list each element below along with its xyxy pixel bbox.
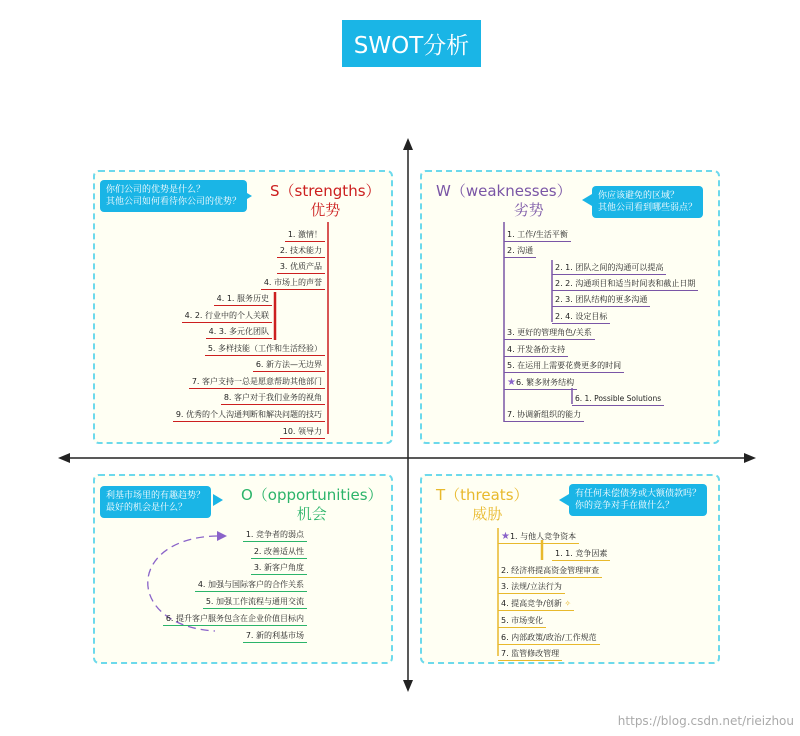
threats-heading: T（threats） 威胁 [436, 486, 529, 523]
opportunities-heading: O（opportunities） 机会 [241, 486, 383, 523]
star-icon: ★ [501, 531, 510, 542]
list-item: 4. 提高竞争/创新 ✧ [498, 598, 574, 611]
list-item: 2. 改善适从性 [251, 546, 307, 559]
lightbulb-icon: ✧ [561, 599, 572, 608]
list-item: ★1. 与他人竞争资本 [498, 531, 579, 544]
page-title: SWOT分析 [342, 20, 481, 67]
list-item: 5. 多样技能（工作和生活经验） [205, 343, 325, 356]
strengths-heading: S（strengths） 优势 [270, 182, 381, 219]
list-item: 6. 1. Possible Solutions [572, 393, 664, 406]
list-item: 2. 技术能力 [277, 245, 325, 258]
list-item: 2. 4. 设定目标 [552, 311, 610, 324]
list-item: 1. 竞争者的弱点 [243, 529, 307, 542]
threats-note: 有任何未偿债务或大额债款吗？ 你的竞争对手在做什么？ [569, 484, 707, 516]
list-item: 6. 新方法—无边界 [253, 359, 325, 372]
list-item: 5. 市场变化 [498, 615, 546, 628]
list-item: 7. 新的利基市场 [243, 630, 307, 643]
weaknesses-note: 你应该避免的区域？ 其他公司看到哪些弱点？ [592, 186, 703, 218]
list-item: 5. 在运用上需要花费更多的时间 [504, 360, 624, 373]
opportunities-note: 利基市场里的有趣趋势？ 最好的机会是什么？ [100, 486, 211, 518]
threats-quadrant [420, 474, 720, 664]
list-item: 10. 领导力 [280, 426, 325, 439]
list-item: 4. 市场上的声誉 [261, 277, 325, 290]
strengths-note: 你们公司的优势是什么？ 其他公司如何看待你公司的优势？ [100, 180, 247, 212]
list-item: 7. 客户支持一总是愿意帮助其他部门 [189, 376, 325, 389]
arrow-down-icon [403, 680, 413, 692]
list-item: 6. 提升客户服务包含在企业价值目标内 [163, 613, 307, 626]
arrow-right-icon [744, 453, 756, 463]
list-item: 2. 1. 团队之间的沟通可以提高 [552, 262, 666, 275]
list-item: 8. 客户对于我们业务的视角 [221, 392, 325, 405]
list-item: 1. 工作/生活平衡 [504, 229, 571, 242]
list-item: 3. 新客户角度 [251, 562, 307, 575]
star-icon: ★ [507, 377, 516, 388]
list-item: ★6. 繁多财务结构 [504, 377, 577, 390]
list-item: 9. 优秀的个人沟通判断和解决问题的技巧 [173, 409, 325, 422]
list-item: 4. 2. 行业中的个人关联 [182, 310, 272, 323]
list-item: 7. 协调新组织的能力 [504, 409, 584, 422]
arrow-up-icon [403, 138, 413, 150]
watermark: https://blog.csdn.net/rieizhou [617, 714, 794, 728]
list-item: 4. 加强与国际客户的合作关系 [195, 579, 307, 592]
strengths-quadrant [93, 170, 393, 444]
list-item: 3. 更好的管理角色/关系 [504, 327, 595, 340]
list-item: 3. 优质产品 [277, 261, 325, 274]
list-item: 1. 1. 竞争因素 [552, 548, 610, 561]
list-item: 2. 沟通 [504, 245, 536, 258]
weaknesses-quadrant [420, 170, 720, 444]
list-item: 2. 经济将提高资金管理审查 [498, 565, 602, 578]
arrow-left-icon [58, 453, 70, 463]
list-item: 4. 3. 多元化团队 [206, 326, 272, 339]
list-item: 2. 3. 团队结构的更多沟通 [552, 294, 650, 307]
list-item: 3. 法规/立法行为 [498, 581, 565, 594]
list-item: 7. 监管修改管理 [498, 648, 562, 661]
list-item: 4. 1. 服务历史 [214, 293, 272, 306]
list-item: 1. 激情！ [285, 229, 325, 242]
list-item: 4. 开发备份支持 [504, 344, 568, 357]
weaknesses-heading: W（weaknesses） 劣势 [436, 182, 572, 219]
list-item: 5. 加强工作流程与通用交流 [203, 596, 307, 609]
list-item: 6. 内部政策/政治/工作规范 [498, 632, 600, 645]
list-item: 2. 2. 沟通项目和适当时间表和截止日期 [552, 278, 698, 291]
opportunities-quadrant [93, 474, 393, 664]
